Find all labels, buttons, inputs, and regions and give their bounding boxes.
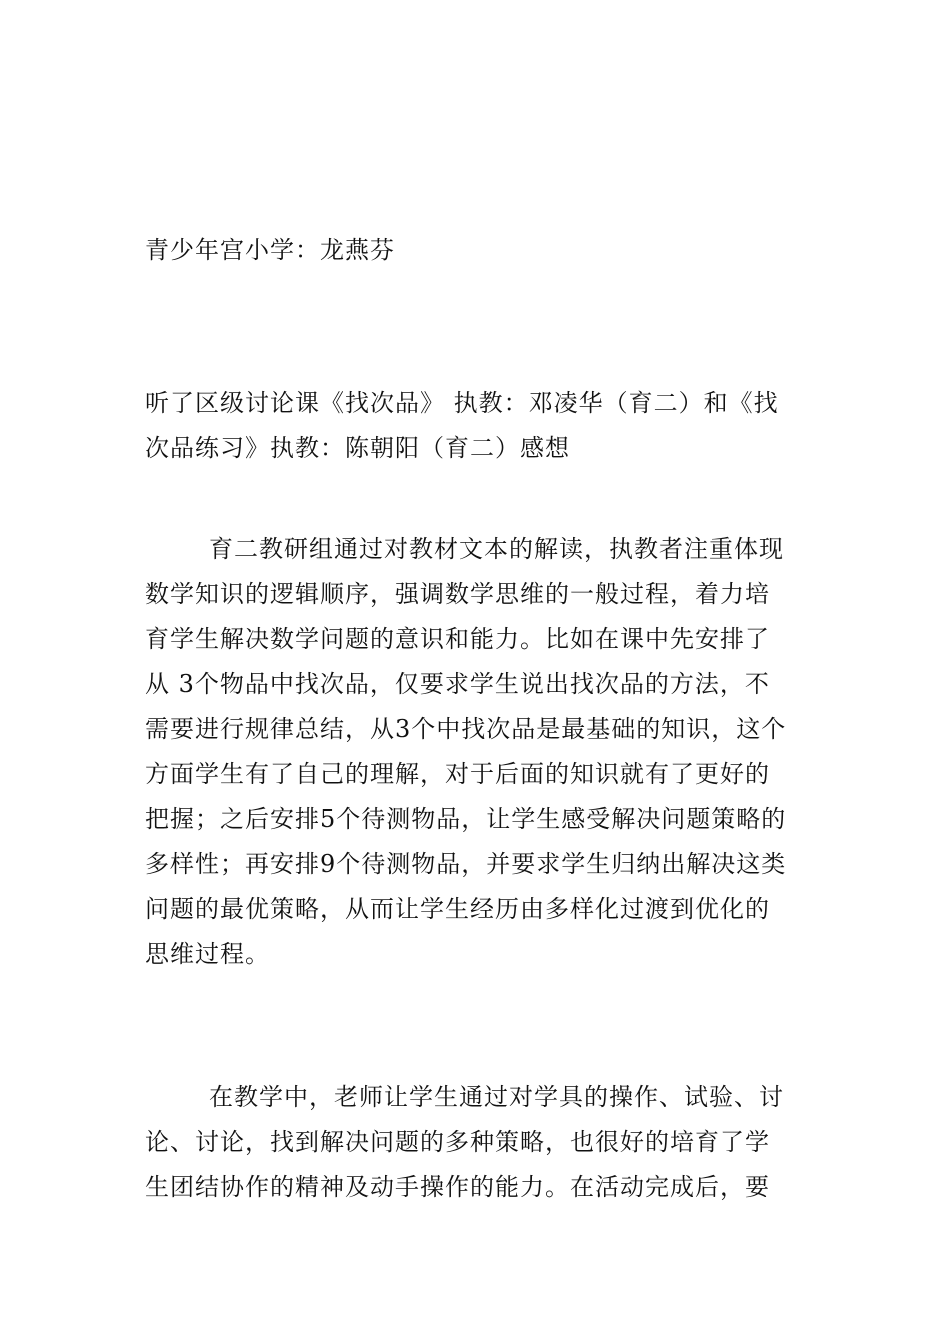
document-title: [145, 381, 807, 471]
author-text: 青少年宫小学：龙燕芬: [145, 236, 395, 264]
paragraph-line: 数学知识的逻辑顺序，强调数学思维的一般过程，着力培: [145, 580, 770, 608]
paragraph-2: [145, 1075, 807, 1210]
paragraph-line: 多样性；再安排9个待测物品，并要求学生归纳出解决这类: [145, 850, 787, 878]
paragraph-line: 育学生解决数学问题的意识和能力。比如在课中先安排了: [145, 625, 770, 653]
paragraph-1: [145, 527, 807, 977]
paragraph-line: 需要进行规律总结，从3个中找次品是最基础的知识，这个: [145, 715, 787, 743]
paragraph-line: 问题的最优策略，从而让学生经历由多样化过渡到优化的: [145, 895, 770, 923]
title-line: 听了区级讨论课《找次品》 执教：邓凌华（育二）和《找: [145, 389, 779, 417]
paragraph-line: 思维过程。: [145, 940, 270, 968]
paragraph-line: 育二教研组通过对教材文本的解读，执教者注重体现: [209, 535, 784, 563]
paragraph-line: 生团结协作的精神及动手操作的能力。在活动完成后，要: [145, 1173, 770, 1201]
paragraph-line: 把握；之后安排5个待测物品，让学生感受解决问题策略的: [145, 805, 787, 833]
paragraph-line: 方面学生有了自己的理解，对于后面的知识就有了更好的: [145, 760, 770, 788]
paragraph-line: 从 3个物品中找次品，仅要求学生说出找次品的方法，不: [145, 670, 770, 698]
title-line: 次品练习》执教：陈朝阳（育二）感想: [145, 434, 570, 462]
paragraph-line: 在教学中，老师让学生通过对学具的操作、试验、讨: [209, 1083, 784, 1111]
author-line: [145, 228, 807, 272]
paragraph-line: 论、讨论，找到解决问题的多种策略，也很好的培育了学: [145, 1128, 770, 1156]
